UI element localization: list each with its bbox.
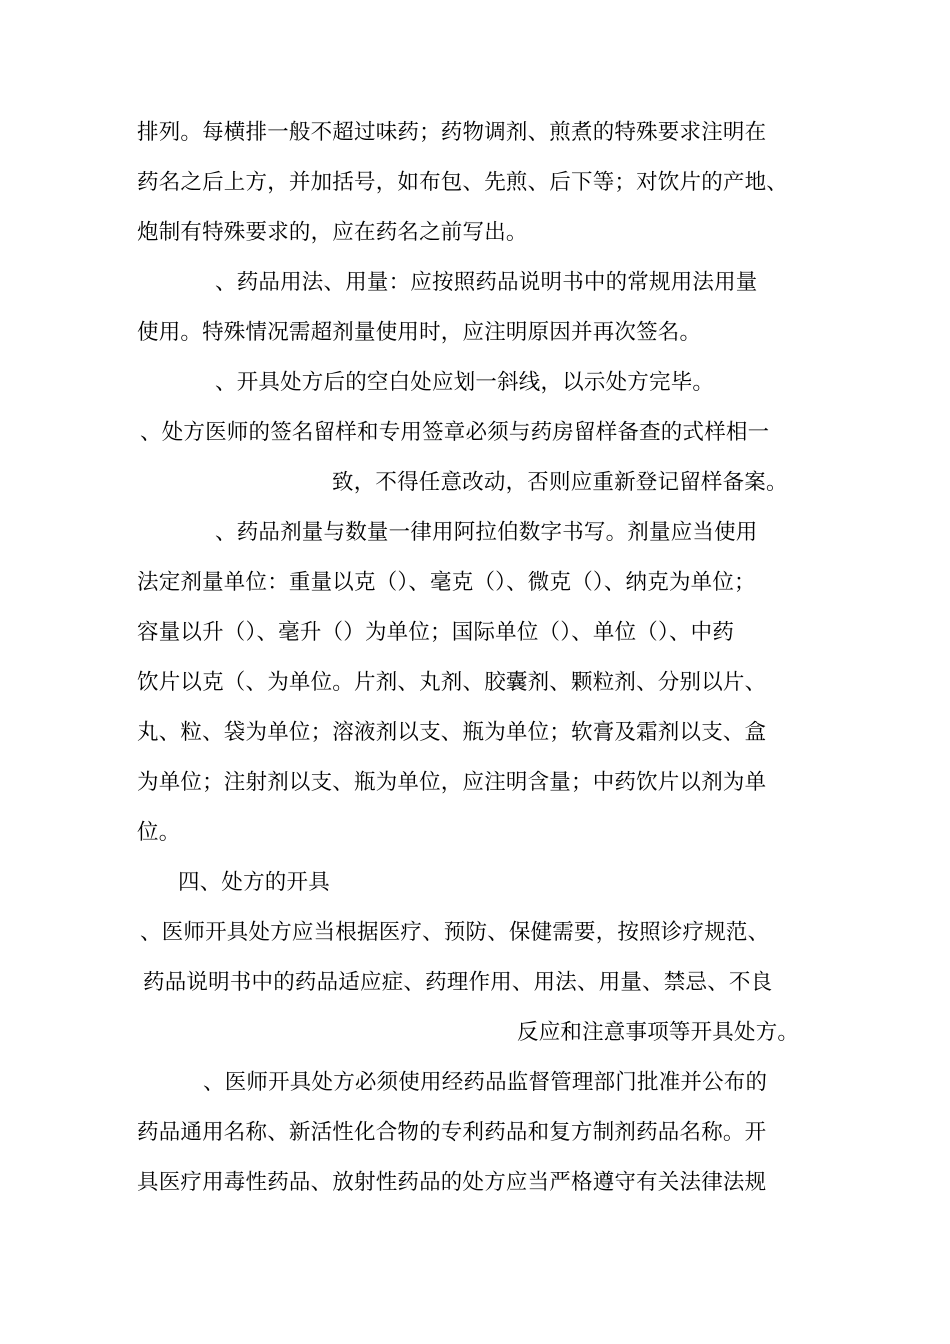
- text-line: 致，不得任意改动，否则应重新登记留样备案。: [332, 470, 788, 495]
- text-line: 药名之后上方，并加括号，如布包、先煎、后下等；对饮片的产地、: [137, 170, 789, 195]
- text-line: 容量以升（）、毫升（）为单位；国际单位（）、单位（）、中药: [137, 620, 735, 645]
- text-line: 法定剂量单位：重量以克（）、毫克（）、微克（）、纳克为单位；: [137, 570, 756, 595]
- text-line: 药品说明书中的药品适应症、药理作用、用法、用量、禁忌、不良: [143, 970, 773, 995]
- text-line: 药品通用名称、新活性化合物的专利药品和复方制剂药品名称。开: [137, 1120, 767, 1145]
- text-line: 位。: [137, 820, 181, 845]
- text-line: 具医疗用毒性药品、放射性药品的处方应当严格遵守有关法律法规: [137, 1170, 767, 1195]
- text-line: 饮片以克（、为单位。片剂、丸剂、胶囊剂、颗粒剂、分别以片、: [137, 670, 767, 695]
- text-line: 、药品剂量与数量一律用阿拉伯数字书写。剂量应当使用: [215, 520, 758, 545]
- section-heading: 四、处方的开具: [178, 870, 330, 895]
- text-line: 使用。特殊情况需超剂量使用时，应注明原因并再次签名。: [137, 320, 702, 345]
- text-line: 炮制有特殊要求的，应在药名之前写出。: [137, 220, 528, 245]
- text-line: 、处方医师的签名留样和专用签章必须与药房留样备查的式样相一: [140, 420, 770, 445]
- text-line: 、医师开具处方应当根据医疗、预防、保健需要，按照诊疗规范、: [140, 920, 770, 945]
- text-line: 、开具处方后的空白处应划一斜线，以示处方完毕。: [215, 370, 715, 395]
- text-line: 排列。每横排一般不超过味药；药物调剂、煎煮的特殊要求注明在: [137, 120, 767, 145]
- text-line: 为单位；注射剂以支、瓶为单位，应注明含量；中药饮片以剂为单: [137, 770, 767, 795]
- text-line: 、医师开具处方必须使用经药品监督管理部门批准并公布的: [203, 1070, 768, 1095]
- text-line: 反应和注意事项等开具处方。: [517, 1020, 800, 1045]
- text-line: 、药品用法、用量：应按照药品说明书中的常规用法用量: [215, 270, 758, 295]
- text-line: 丸、粒、袋为单位；溶液剂以支、瓶为单位；软膏及霜剂以支、盒: [137, 720, 767, 745]
